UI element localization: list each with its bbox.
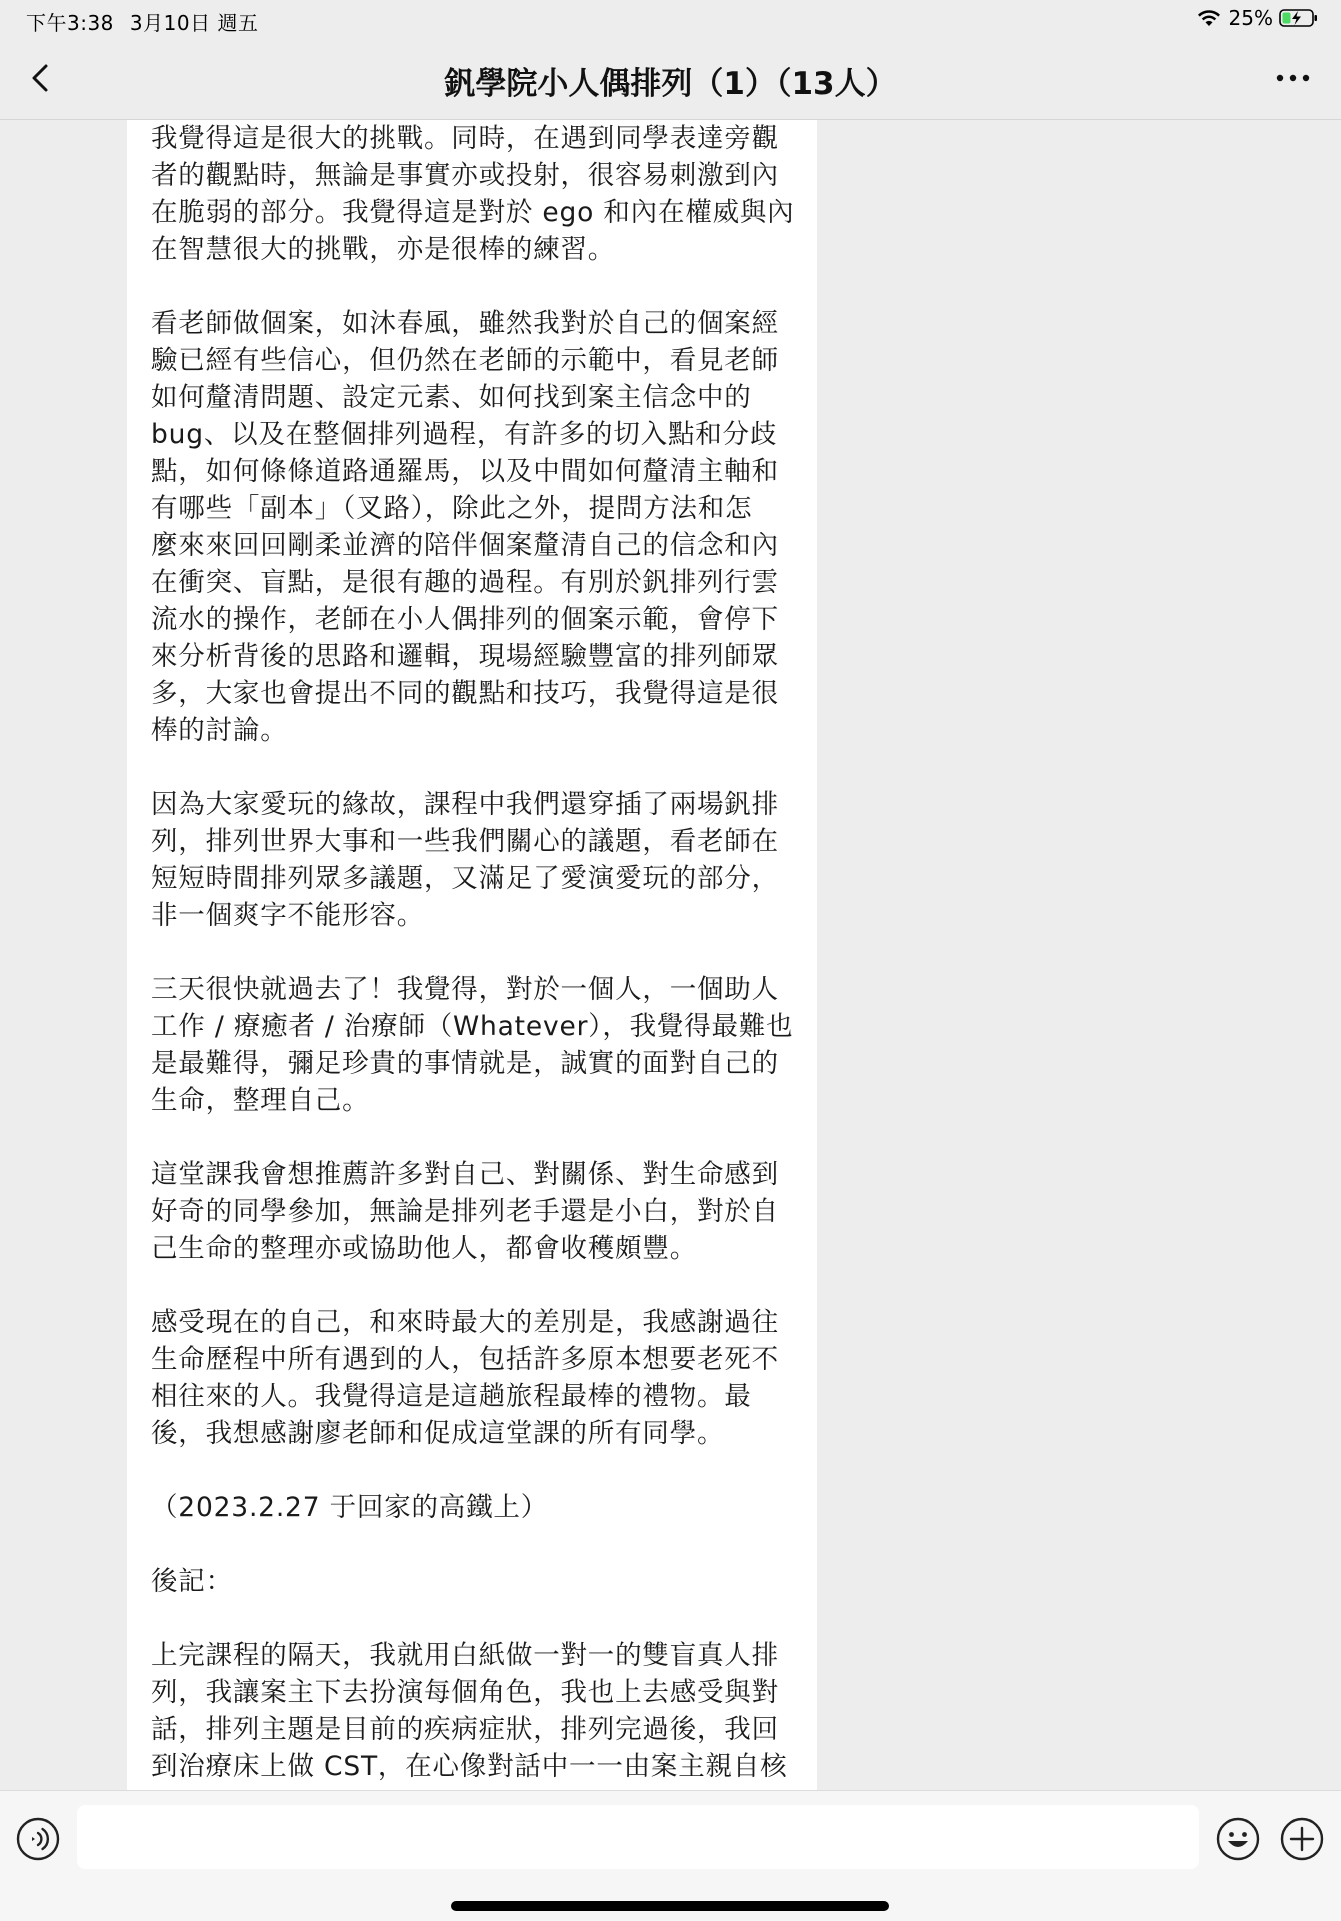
message-line: 驗已經有些信心，但仍然在老師的示範中，看見老師: [151, 345, 779, 376]
message-line: 來分析背後的思路和邏輯，現場經驗豐富的排列師眾: [151, 641, 779, 672]
message-line: 話，排列主題是目前的疾病症狀，排列完過後，我回: [151, 1714, 779, 1745]
paragraph-gap: [151, 1267, 923, 1304]
message-line: 是最難得，彌足珍貴的事情就是，誠實的面對自己的: [151, 1048, 779, 1079]
message-line: 流水的操作，老師在小人偶排列的個案示範，會停下: [151, 604, 779, 635]
message-line: 到治療床上做 CST，在心像對話中一一由案主親自核: [151, 1751, 788, 1782]
emoji-icon[interactable]: [1216, 1817, 1260, 1861]
message-line: 後記：: [151, 1566, 233, 1597]
status-time: 下午3:38: [26, 11, 114, 35]
message-line: 列，我讓案主下去扮演每個角色，我也上去感受與對: [151, 1677, 779, 1708]
message-line: 者的觀點時，無論是事實亦或投射，很容易刺激到內: [151, 160, 779, 191]
ellipsis-icon[interactable]: [1275, 68, 1311, 88]
message-line: 看老師做個案，如沐春風，雖然我對於自己的個案經: [151, 308, 779, 339]
message-line: 因為大家愛玩的緣故，課程中我們還穿插了兩場釩排: [151, 789, 779, 820]
voice-icon[interactable]: [16, 1817, 60, 1861]
status-date: 3月10日 週五: [129, 11, 259, 35]
message-line: bug、以及在整個排列過程，有許多的切入點和分歧: [151, 419, 778, 450]
message-line: 在衝突、盲點，是很有趣的過程。有別於釩排列行雲: [151, 567, 779, 598]
message-line: 上完課程的隔天，我就用白紙做一對一的雙盲真人排: [151, 1640, 779, 1671]
paragraph-gap: [151, 1452, 923, 1489]
paragraph-gap: [151, 1526, 923, 1563]
message-line: 非一個爽字不能形容。: [151, 900, 424, 931]
message-line: 在脆弱的部分。我覺得這是對於 ego 和內在權威與內: [151, 197, 795, 228]
paragraph-gap: [151, 1600, 923, 1637]
chat-title: 釩學院小人偶排列（1）（13人）: [444, 66, 897, 102]
paragraph-gap: [151, 268, 923, 305]
paragraph-gap: [151, 934, 923, 971]
status-indicators: [1197, 6, 1319, 30]
status-time-date: [26, 7, 274, 36]
message-line: 在智慧很大的挑戰，亦是很棒的練習。: [151, 234, 616, 265]
message-line: 麼來來回回剛柔並濟的陪伴個案釐清自己的信念和內: [151, 530, 779, 561]
message-line: 相往來的人。我覺得這是這趟旅程最棒的禮物。最: [151, 1381, 752, 1412]
message-line: 列，排列世界大事和一些我們關心的議題，看老師在: [151, 826, 779, 857]
message-line: 工作 / 療癒者 / 治療師（Whatever），我覺得最難也: [151, 1011, 794, 1042]
message-line: 這堂課我會想推薦許多對自己、對關係、對生命感到: [151, 1159, 779, 1190]
status-bar: [0, 0, 1341, 38]
message-line: 我覺得這是很大的挑戰。同時，在遇到同學表達旁觀: [151, 123, 779, 154]
message-line: （2023.2.27 于回家的高鐵上）: [151, 1492, 548, 1523]
battery-charging-icon: [1279, 8, 1319, 28]
message-line: 如何釐清問題、設定元素、如何找到案主信念中的: [151, 382, 752, 413]
message-line: 己生命的整理亦或協助他人，都會收穫頗豐。: [151, 1233, 697, 1264]
battery-percent: 25%: [1228, 6, 1273, 30]
message-line: 好奇的同學參加，無論是排列老手還是小白，對於自: [151, 1196, 779, 1227]
message-line: 後，我想感謝廖老師和促成這堂課的所有同學。: [151, 1418, 725, 1449]
home-indicator[interactable]: [451, 1901, 889, 1911]
message-line: 短短時間排列眾多議題，又滿足了愛演愛玩的部分，: [151, 863, 779, 894]
message-line: 點，如何條條道路通羅馬，以及中間如何釐清主軸和: [151, 456, 779, 487]
message-line: 棒的討論。: [151, 715, 288, 746]
message-line: 生命歷程中所有遇到的人，包括許多原本想要老死不: [151, 1344, 779, 1375]
paragraph-gap: [151, 749, 923, 786]
message-line: 多，大家也會提出不同的觀點和技巧，我覺得這是很: [151, 678, 779, 709]
plus-circle-icon[interactable]: [1280, 1817, 1324, 1861]
message-line: 三天很快就過去了！我覺得，對於一個人，一個助人: [151, 974, 779, 1005]
input-bar: [0, 1790, 1341, 1921]
message-line: 感受現在的自己，和來時最大的差別是，我感謝過往: [151, 1307, 779, 1338]
message-line: 生命，整理自己。: [151, 1085, 370, 1116]
chat-header: [0, 38, 1341, 120]
message-text: [151, 120, 923, 1785]
message-line: 有哪些「副本」（叉路），除此之外，提問方法和怎: [151, 493, 753, 524]
wifi-icon: [1197, 9, 1221, 27]
message-bubble[interactable]: [127, 120, 817, 1790]
message-input[interactable]: [77, 1805, 1199, 1869]
paragraph-gap: [151, 1119, 923, 1156]
chat-area[interactable]: [0, 120, 1341, 1790]
